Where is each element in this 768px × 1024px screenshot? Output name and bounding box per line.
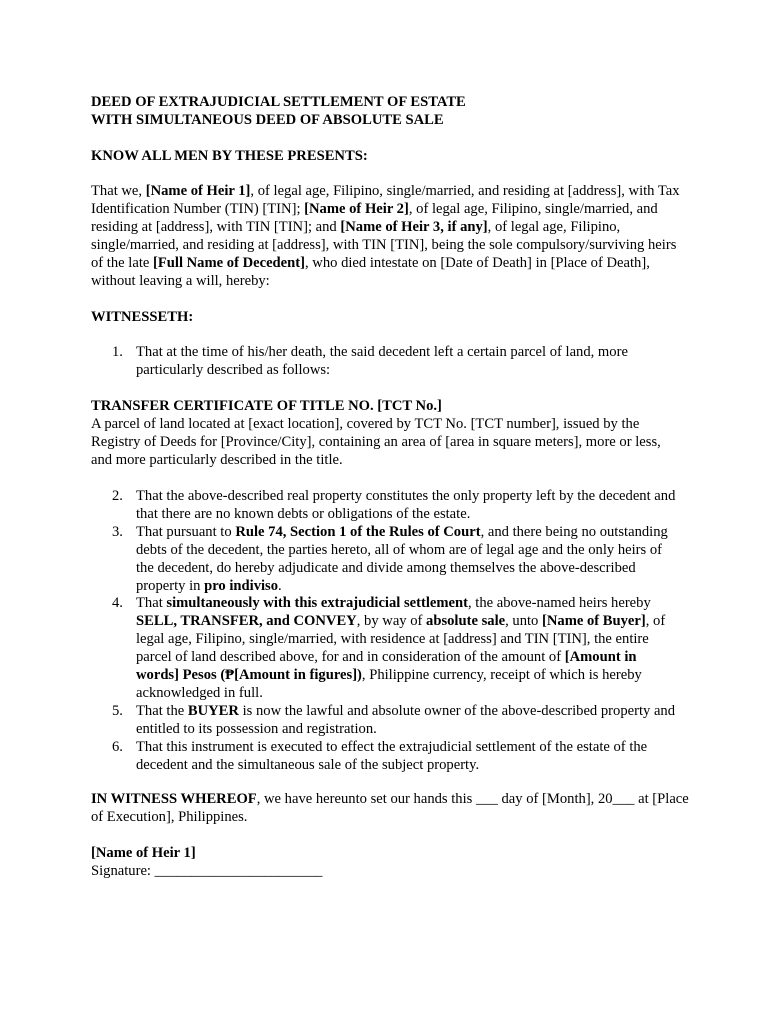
list-item-6: [91, 739, 681, 775]
list-item-text: That pursuant to: [136, 523, 236, 540]
list-item-text: That this instrument is executed to effect the extrajudicial settlement of the estate of the decedent and the simultaneous sale of the subject property.: [136, 738, 648, 773]
list-item-text: , and there being no outstanding debts of the decedent, the parties hereto, all of whom are of legal age and the only heirs of the decedent, do hereby adjudicate and divide among themselves the above-described property in: [136, 523, 668, 594]
list-item-text: That: [136, 595, 167, 612]
intro-text: , of legal age, Filipino, single/married, and residing at [address], with TIN [TIN]; and: [91, 200, 658, 235]
intro-text: That we,: [91, 183, 146, 199]
sale-amount: [Amount in words] Pesos (₱[Amount in figures]): [136, 649, 637, 684]
intro-paragraph: [91, 183, 691, 290]
pro-indiviso-term: pro indiviso: [204, 577, 279, 594]
simultaneous-settlement-term: simultaneously with this extrajudicial settlement: [166, 595, 468, 612]
witness-whereof-phrase: IN WITNESS WHEREOF: [91, 791, 257, 807]
numbered-list-part-2: [91, 488, 681, 775]
list-number: 3.: [112, 523, 123, 540]
decedent-name: [Full Name of Decedent]: [153, 254, 305, 271]
intro-text: , of legal age, Filipino, single/married, and residing at [address], with Tax Identification Number (TIN) [TIN];: [91, 183, 680, 217]
list-item-4: [91, 595, 681, 702]
title-line-2: WITH SIMULTANEOUS DEED OF ABSOLUTE SALE: [91, 111, 444, 128]
witness-whereof-paragraph: [91, 791, 691, 827]
list-item-1: [91, 344, 681, 380]
numbered-list-part-1: [91, 344, 681, 380]
list-number: 2.: [112, 488, 123, 504]
intro-text: , who died intestate on [Date of Death] in [Place of Death], without leaving a will, hereby:: [91, 254, 650, 289]
list-item-text: That the: [136, 702, 188, 719]
tct-heading: TRANSFER CERTIFICATE OF TITLE NO. [TCT No.]: [91, 398, 442, 414]
list-number: 1.: [112, 344, 123, 360]
know-all-men-heading: KNOW ALL MEN BY THESE PRESENTS:: [91, 148, 368, 164]
buyer-name: [Name of Buyer]: [542, 613, 646, 630]
list-item-3: [91, 524, 681, 596]
sell-transfer-convey-term: SELL, TRANSFER, and CONVEY: [136, 613, 357, 630]
list-item-text: , Philippine currency, receipt of which is hereby acknowledged in full.: [136, 667, 642, 701]
whereof-text: , we have hereunto set our hands this ___ day of [Month], 20___ at [Place of Execution], Philippines.: [91, 791, 689, 825]
list-item-5: [91, 703, 681, 739]
list-number: 6.: [112, 738, 123, 755]
witnesseth-heading: WITNESSETH:: [91, 309, 194, 325]
list-item-text: , unto: [505, 613, 542, 630]
signature-line: Signature: _______________________: [91, 863, 323, 879]
intro-text: , of legal age, Filipino, single/married, and residing at [address], with TIN [TIN], being the sole compulsory/surviving heirs of the late: [91, 218, 677, 271]
rule-74-reference: Rule 74, Section 1 of the Rules of Court: [235, 523, 481, 540]
tct-description: A parcel of land located at [exact location], covered by TCT No. [TCT number], issued by the Registry of Deeds for [Province/City], containing an area of [area in square meters], more or less, and more particularly described in the title.: [91, 416, 661, 468]
heir-3-name: [Name of Heir 3, if any]: [340, 218, 488, 235]
title-line-1: DEED OF EXTRAJUDICIAL SETTLEMENT OF ESTATE: [91, 94, 466, 110]
heir-2-name: [Name of Heir 2]: [304, 200, 409, 217]
buyer-term: BUYER: [187, 702, 239, 719]
signatory-name: [Name of Heir 1]: [91, 845, 196, 861]
list-item-text: , by way of: [356, 613, 427, 630]
list-item-text: , the above-named heirs hereby: [468, 595, 651, 612]
list-item-text: That the above-described real property constitutes the only property left by the decedent and that there are no known debts or obligations of the estate.: [136, 488, 676, 522]
list-number: 4.: [112, 595, 123, 612]
list-item-text: .: [278, 577, 282, 594]
list-number: 5.: [112, 702, 123, 719]
document-title: [91, 94, 466, 130]
list-item-2: [91, 488, 681, 524]
list-item-text: , of legal age, Filipino, single/married, with residence at [address] and TIN [TIN], the entire parcel of land described above, for and in consideration of the amount of: [136, 613, 666, 666]
absolute-sale-term: absolute sale: [426, 613, 506, 630]
list-item-text: is now the lawful and absolute owner of the above-described property and entitled to its possession and registration.: [136, 702, 676, 737]
heir-1-name: [Name of Heir 1]: [145, 183, 251, 199]
list-item-text: That at the time of his/her death, the said decedent left a certain parcel of land, more particularly described as follows:: [136, 344, 628, 378]
